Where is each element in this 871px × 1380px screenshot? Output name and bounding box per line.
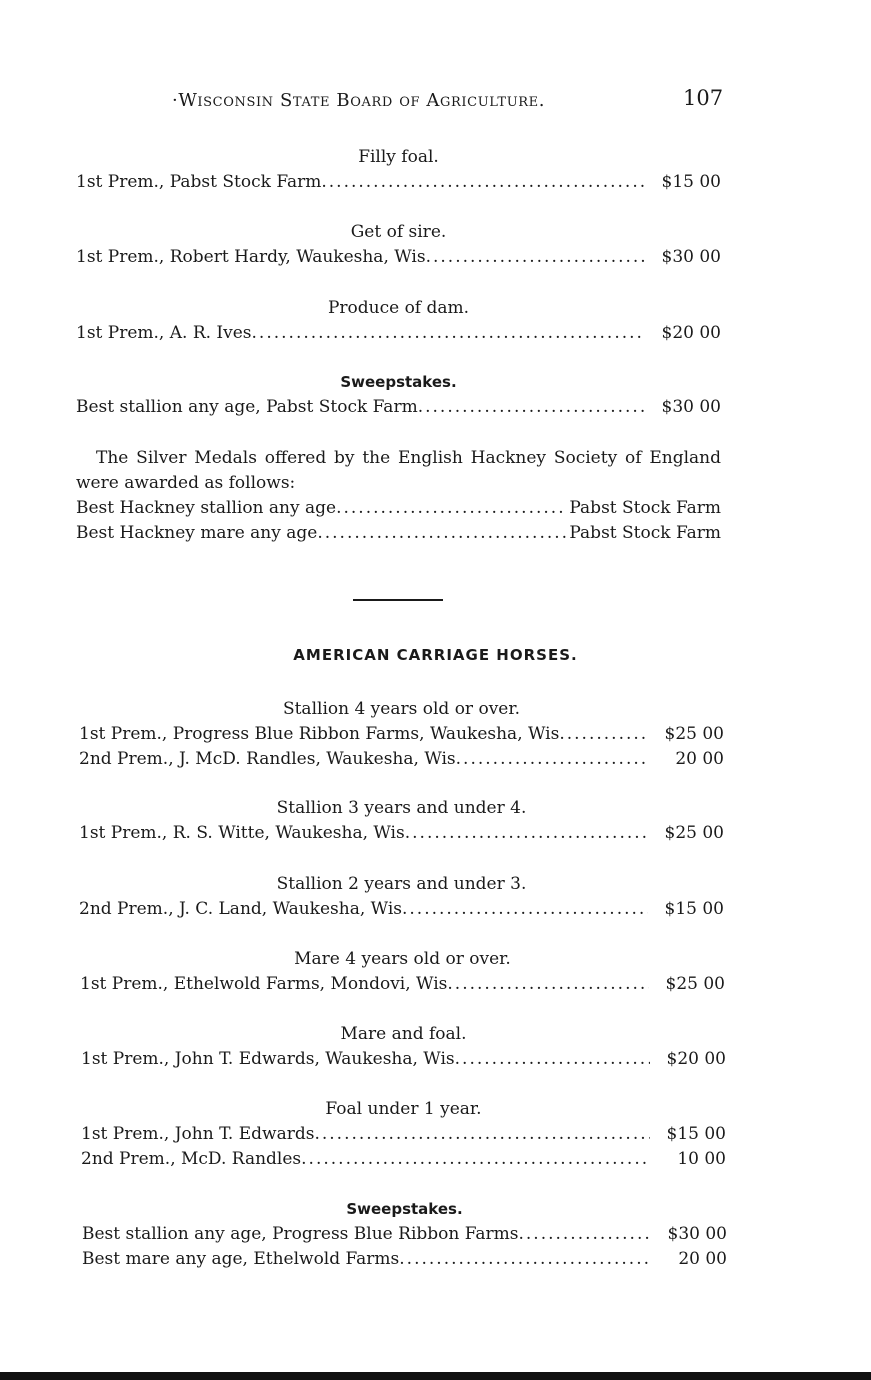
award-row bbox=[79, 821, 724, 846]
entry-stallion-4-over bbox=[79, 697, 724, 772]
award-amount: $25 00 bbox=[664, 823, 724, 843]
award-amount: $25 00 bbox=[665, 974, 725, 994]
medal-row bbox=[76, 521, 721, 546]
scan-edge-band bbox=[0, 1372, 871, 1380]
dot-leader bbox=[314, 1122, 650, 1147]
award-label: 2nd Prem., J. C. Land, Waukesha, Wis bbox=[79, 899, 402, 919]
award-amount: $15 00 bbox=[664, 899, 724, 919]
entry-produce-of-dam bbox=[76, 296, 721, 346]
award-label: 1st Prem., John T. Edwards, Waukesha, Wis bbox=[81, 1049, 455, 1069]
award-label: Best mare any age, Ethelwold Farms bbox=[82, 1249, 400, 1269]
dot-leader bbox=[252, 321, 645, 346]
award-amount: $15 00 bbox=[666, 1124, 726, 1144]
award-amount: $20 00 bbox=[661, 323, 721, 343]
award-row bbox=[82, 1222, 727, 1247]
dot-leader bbox=[402, 897, 648, 922]
entry-heading: Sweepstakes. bbox=[340, 373, 457, 391]
entry-heading: Produce of dam. bbox=[327, 298, 470, 318]
entry-mare-4-over bbox=[80, 947, 725, 997]
entry-heading: Foal under 1 year. bbox=[325, 1099, 482, 1119]
award-amount: $25 00 bbox=[664, 724, 724, 744]
entry-heading: Stallion 4 years old or over. bbox=[282, 699, 521, 719]
entry-heading: Stallion 3 years and under 4. bbox=[276, 798, 527, 818]
medal-winner: Pabst Stock Farm bbox=[569, 498, 721, 518]
award-amount: $30 00 bbox=[661, 247, 721, 267]
entry-filly-foal bbox=[76, 145, 721, 195]
dot-leader bbox=[321, 170, 645, 195]
dot-leader bbox=[317, 521, 567, 546]
award-row bbox=[76, 245, 721, 270]
dot-leader bbox=[399, 1247, 651, 1272]
entry-heading: Filly foal. bbox=[358, 147, 439, 167]
dot-leader bbox=[336, 496, 567, 521]
award-label: Best stallion any age, Pabst Stock Farm bbox=[76, 397, 418, 417]
award-amount: $15 00 bbox=[661, 172, 721, 192]
award-label: 1st Prem., Ethelwold Farms, Mondovi, Wis bbox=[80, 974, 448, 994]
silver-medals-block bbox=[76, 446, 721, 546]
entry-stallion-3-under-4 bbox=[79, 796, 724, 846]
award-row bbox=[80, 972, 725, 997]
section-divider bbox=[353, 599, 443, 601]
dot-leader bbox=[559, 722, 648, 747]
entry-mare-and-foal bbox=[81, 1022, 726, 1072]
section-title: AMERICAN CARRIAGE HORSES. bbox=[293, 646, 578, 664]
award-row bbox=[76, 395, 721, 420]
award-label: 1st Prem., Pabst Stock Farm bbox=[76, 172, 322, 192]
award-row bbox=[81, 1147, 726, 1172]
award-row bbox=[79, 722, 724, 747]
award-row bbox=[79, 747, 724, 772]
dot-leader bbox=[426, 245, 645, 270]
medal-label: Best Hackney stallion any age bbox=[76, 498, 337, 518]
running-header bbox=[0, 88, 871, 116]
award-amount: 20 00 bbox=[678, 1249, 727, 1269]
award-amount: 10 00 bbox=[677, 1149, 726, 1169]
entry-stallion-2-under-3 bbox=[79, 872, 724, 922]
dot-leader bbox=[455, 1047, 650, 1072]
entry-get-of-sire bbox=[76, 220, 721, 270]
award-label: 2nd Prem., McD. Randles bbox=[81, 1149, 302, 1169]
medal-row bbox=[76, 496, 721, 521]
award-label: 1st Prem., Progress Blue Ribbon Farms, Waukesha, Wis bbox=[79, 724, 560, 744]
entry-foal-under-1 bbox=[81, 1097, 726, 1172]
dot-leader bbox=[456, 747, 648, 772]
award-amount: $30 00 bbox=[661, 397, 721, 417]
silver-medals-paragraph: The Silver Medals offered by the English Hackney Society of England were awarded as follows: bbox=[76, 448, 721, 493]
running-head-title: ·Wisconsin State Board of Agriculture. bbox=[172, 90, 546, 111]
award-label: 1st Prem., Robert Hardy, Waukesha, Wis bbox=[76, 247, 426, 267]
award-amount: $20 00 bbox=[666, 1049, 726, 1069]
award-row bbox=[82, 1247, 727, 1272]
award-row bbox=[76, 321, 721, 346]
medal-label: Best Hackney mare any age bbox=[76, 523, 318, 543]
dot-leader bbox=[301, 1147, 650, 1172]
page-number: 107 bbox=[683, 86, 724, 110]
dot-leader bbox=[518, 1222, 651, 1247]
award-row bbox=[81, 1122, 726, 1147]
entry-heading: Mare 4 years old or over. bbox=[294, 949, 511, 969]
award-label: Best stallion any age, Progress Blue Ribbon Farms bbox=[82, 1224, 519, 1244]
medal-winner: Pabst Stock Farm bbox=[569, 523, 721, 543]
award-label: 1st Prem., A. R. Ives bbox=[76, 323, 252, 343]
entry-sweepstakes-carriage bbox=[82, 1197, 727, 1272]
award-row bbox=[79, 897, 724, 922]
entry-heading: Sweepstakes. bbox=[346, 1200, 463, 1218]
award-amount: $30 00 bbox=[667, 1224, 727, 1244]
entry-sweepstakes-hackney bbox=[76, 370, 721, 420]
entry-heading: Mare and foal. bbox=[340, 1024, 467, 1044]
entry-heading: Get of sire. bbox=[350, 222, 447, 242]
award-row bbox=[81, 1047, 726, 1072]
dot-leader bbox=[405, 821, 648, 846]
dot-leader bbox=[418, 395, 645, 420]
award-label: 1st Prem., John T. Edwards bbox=[81, 1124, 315, 1144]
award-label: 2nd Prem., J. McD. Randles, Waukesha, Wis bbox=[79, 749, 456, 769]
dot-leader bbox=[447, 972, 649, 997]
entry-heading: Stallion 2 years and under 3. bbox=[276, 874, 527, 894]
award-label: 1st Prem., R. S. Witte, Waukesha, Wis bbox=[79, 823, 405, 843]
award-row bbox=[76, 170, 721, 195]
award-amount: 20 00 bbox=[675, 749, 724, 769]
